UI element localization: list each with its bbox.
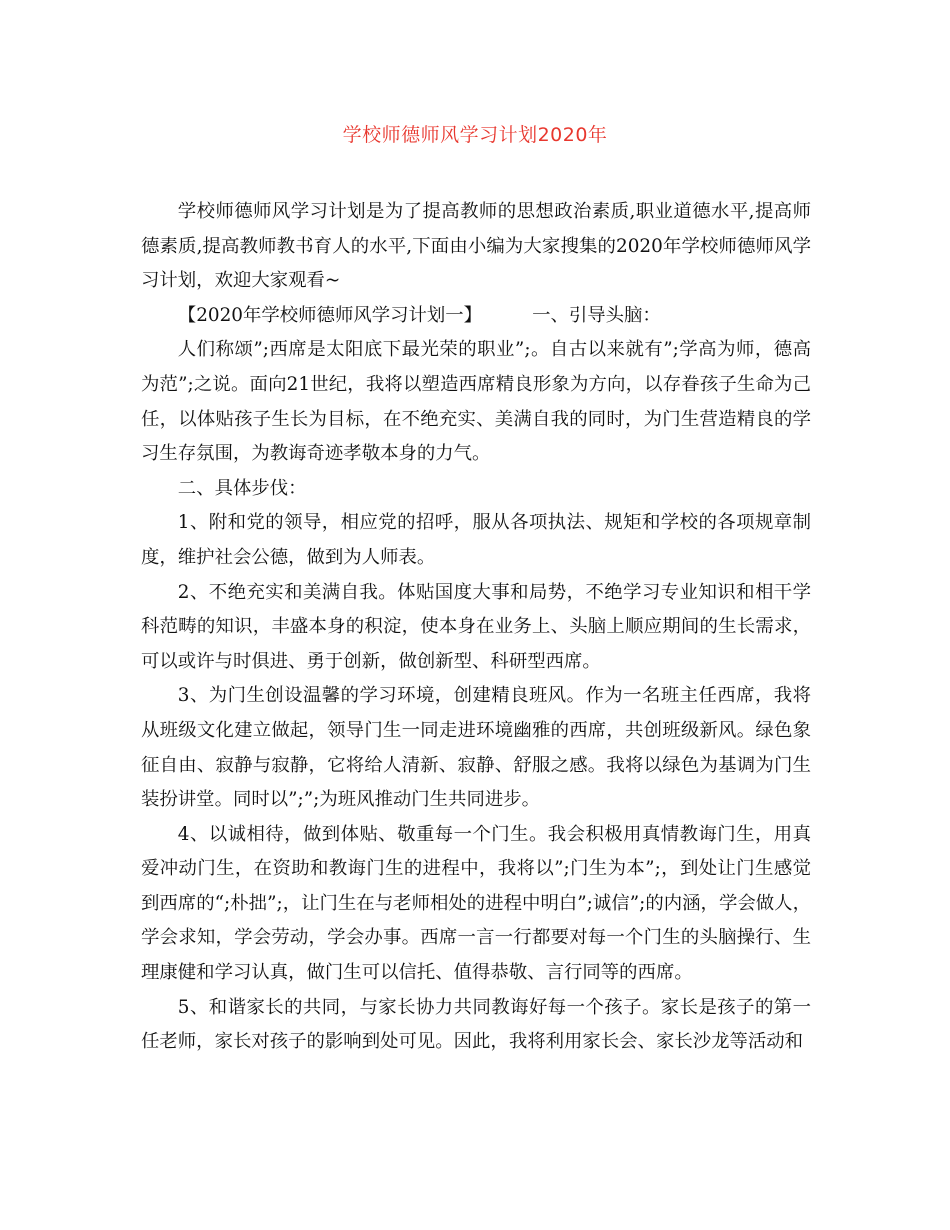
- list-item-2: 2、不绝充实和美满自我。体贴国度大事和局势，不绝学习专业知识和相干学科范畴的知识，丰盛本身的积淀，使本身在业务上、头脑上顺应期间的生长需求，可以或许与时俱进、勇于创新，做创新型、科研型西席。: [141, 581, 811, 672]
- list-item-5: 5、和谐家长的共同，与家长协力共同教诲好每一个孩子。家长是孩子的第一任老师，家长对孩子的影响到处可见。因此，我将利用家长会、家长沙龙等活动和: [141, 996, 811, 1053]
- list-item-4: 4、以诚相待，做到体贴、敬重每一个门生。我会积极用真情教诲门生，用真爱冲动门生，在资助和教诲门生的进程中，我将以”;门生为本”;，到处让门生感觉到西席的“;朴拙”;，让门生在与老师相处的进程中明白”;诚信”;的内涵，学会做人，学会求知，学会劳动，学会办事。西席一言一行都要对每一个门生的头脑操行、生理康健和学习认真，做门生可以信托、值得恭敬、言行同等的西席。: [141, 823, 811, 984]
- list-item-3: 3、为门生创设温馨的学习环境，创建精良班风。作为一名班主任西席，我将从班级文化建立做起，领导门生一同走进环境幽雅的西席，共创班级新风。绿色象征自由、寂静与寂静，它将给人清新、寂静、舒服之感。我将以绿色为基调为门生装扮讲堂。同时以”;”;为班风推动门生共同进步。: [141, 685, 811, 811]
- list-item-1: 1、附和党的领导，相应党的招呼，服从各项执法、规矩和学校的各项规章制度，维护社会公德，做到为人师表。: [141, 512, 811, 568]
- intro-paragraph: 学校师德师风学习计划是为了提高教师的思想政治素质,职业道德水平,提高师德素质,提高教师教书育人的水平,下面由小编为大家搜集的2020年学校师德师风学习计划，欢迎大家观看~: [141, 201, 811, 292]
- plan-heading-line: [141, 299, 811, 334]
- document-title: 学校师德师风学习计划2020年: [342, 124, 608, 146]
- paragraph-1: 人们称颂”;西席是太阳底下最光荣的职业”;。自古以来就有”;学高为师，德高为范”;之说。面向21世纪，我将以塑造西席精良形象为方向，以存眷孩子生命为己任，以体贴孩子生长为目标，在不绝充实、美满自我的同时，为门生营造精良的学习生存氛围，为教诲奇迹孝敬本身的力气。: [141, 339, 811, 465]
- section-two-heading: 二、具体步伐：: [177, 477, 307, 499]
- section-one-heading: 一、引导头脑：: [532, 304, 661, 326]
- document-body: [141, 195, 811, 1060]
- plan-heading: 【2020年学校师德师风学习计划一】: [177, 304, 483, 326]
